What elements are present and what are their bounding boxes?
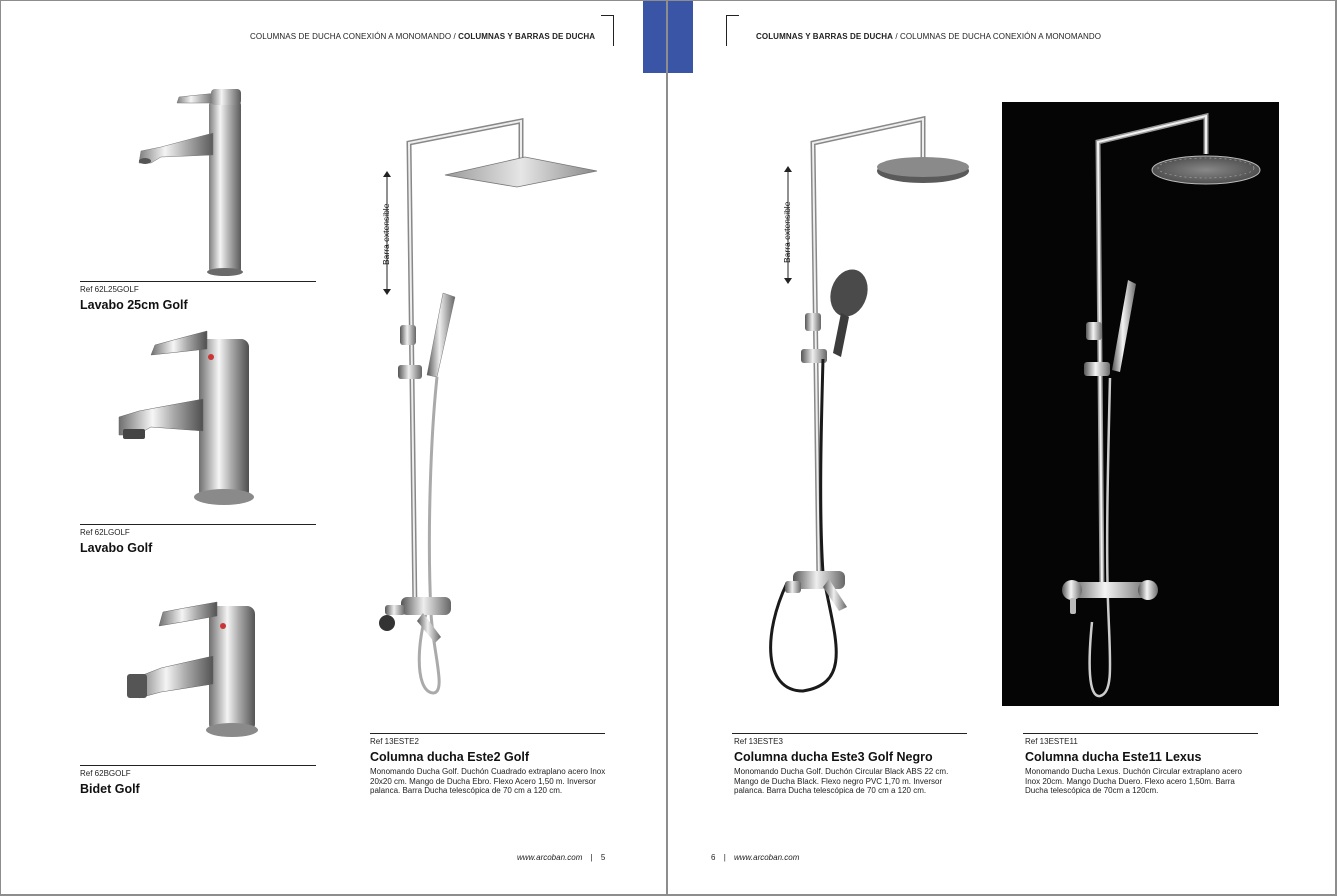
header-hook-icon [726,15,739,46]
extension-arrow-icon [783,166,793,284]
product-ref: Ref 13ESTE11 [1025,737,1078,746]
section-tab-marker [668,1,693,73]
basin-faucet-image [111,319,291,514]
product-ref: Ref 62BGOLF [80,769,131,778]
product-description: Monomando Ducha Lexus. Duchón Circular extraplano acero Inox 20cm. Mango Ducha Duero. Flexo acero 1,50m. Barra Ducha telescópica de 70cm a 120cm. [1025,767,1243,795]
product-ref: Ref 62LGOLF [80,528,130,537]
product-divider [80,524,316,525]
header-section: COLUMNAS DE DUCHA CONEXIÓN A MONOMANDO [250,32,452,41]
page-footer [517,853,605,862]
product-ref: Ref 13ESTE3 [734,737,783,746]
product-name: Columna ducha Este2 Golf [370,750,530,764]
footer-separator: | [590,853,593,862]
bidet-faucet-image [121,586,281,746]
header-current-section: COLUMNAS Y BARRAS DE DUCHA [458,32,596,41]
bar-extensible-text: Barra extensible [381,203,391,265]
product-divider [370,733,605,734]
product-divider [732,733,967,734]
product-name: Lavabo Golf [80,541,153,555]
footer-site-link[interactable]: www.arcoban.com [734,853,800,862]
shower-column-thermostatic-image [1002,102,1279,706]
header-section: COLUMNAS DE DUCHA CONEXIÓN A MONOMANDO [899,32,1102,41]
extension-arrow-icon [382,171,392,295]
header-separator: / [453,32,456,41]
product-divider [80,765,316,766]
product-description: Monomando Ducha Golf. Duchón Circular Black ABS 22 cm. Mango de Ducha Black. Flexo negro PVC 1,70 m. Inversor palanca. Barra Ducha telescópica de 70 cm a 120 cm. [734,767,949,795]
product-divider [80,281,316,282]
product-name: Bidet Golf [80,782,140,796]
right-catalog-page [668,1,1335,894]
section-tab-marker [643,1,666,73]
left-catalog-page [1,1,666,894]
page-header [756,32,1101,41]
product-description: Monomando Ducha Golf. Duchón Cuadrado extraplano acero Inox 20x20 cm. Mango de Ducha Ebro. Flexo Acero 1,50 m. Inversor palanca. Barra Ducha telescópica de 70 cm a 120 cm. [370,767,606,795]
product-name: Columna ducha Este3 Golf Negro [734,750,933,764]
page-header [250,32,595,41]
page-number: 5 [600,853,606,862]
page-number: 6 [711,853,716,862]
footer-site-link[interactable]: www.arcoban.com [517,853,583,862]
tall-basin-faucet-image [121,71,281,276]
header-hook-icon [601,15,614,46]
bar-extensible-text: Barra extensible [782,201,792,263]
header-current-section: COLUMNAS Y BARRAS DE DUCHA [756,32,893,41]
page-footer [711,853,799,862]
product-ref: Ref 13ESTE2 [370,737,419,746]
header-separator: / [895,32,898,41]
shower-column-square-image [361,113,611,703]
product-name: Lavabo 25cm Golf [80,298,188,312]
shower-column-black-image [763,113,983,703]
product-divider [1023,733,1258,734]
product-ref: Ref 62L25GOLF [80,285,139,294]
product-name: Columna ducha Este11 Lexus [1025,750,1202,764]
footer-separator: | [723,853,726,862]
